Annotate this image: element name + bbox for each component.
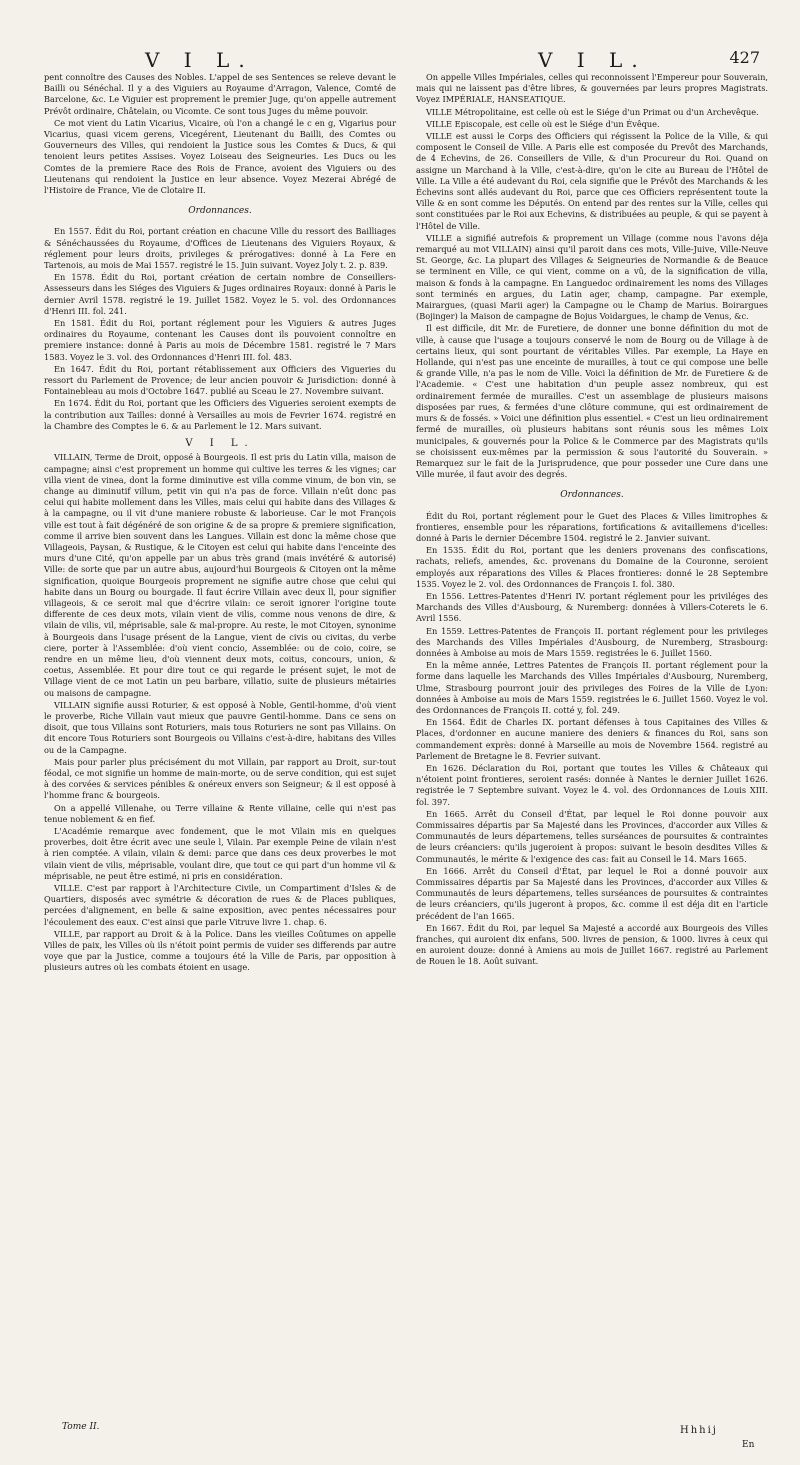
villain-entry: On a appellé Villenahe, ou Terre villaine & Rente villaine, celle qui n'est pas tenue noblement & en fief.: [44, 802, 396, 824]
ville-entry: VILLE. C'est par rapport à l'Architecture Civile, un Compartiment d'Isles & de Quartiers, disposés avec symétrie & décoration de rues & de Places publiques, percées d'alignement, en belle & saine exposition, avec pentes nécessaires pour l'écoulement des eaux. C'est ainsi que parle Vitruve livre 1. chap. 6.: [44, 883, 396, 927]
ordonnance-entry: En 1556. Lettres-Patentes d'Henri IV. portant réglement pour les priviléges des Marchands des Villes d'Ausbourg, & Nuremberg: données à Villers-Coterets le 6. Avril 1556.: [416, 590, 768, 624]
villain-entry: Mais pour parler plus précisément du mot Villain, par rapport au Droit, sur-tout féodal, ce mot signifie un homme de main-morte, ou de serve condition, qui est sujet à des corvées & services pénibles & onéreux envers son Seigneur; & il est opposé à l'homme franc & bourgeois.: [44, 756, 396, 801]
running-head-right: V I L.: [538, 48, 647, 72]
ordonnance-entry: En 1557. Édit du Roi, portant création en chacune Ville du ressort des Bailliages & Sénéchaussées du Royaume, d'Offices de Lieutenans des Viguiers Royaux, & réglement pour leurs droits, privileges & prérogatives: donné à La Fere en Tartenois, au mois de Mai 1557. registré le 15. Juin suivant. Voyez Joly t. 2. p. 839.: [44, 226, 396, 271]
paragraph: Il est difficile, dit Mr. de Furetiere, de donner une bonne définition du mot de ville, à cause que l'usage a toujours conservé le nom de Bourg ou de Village à de certains lieux, qui sont pourtant de véritables Villes. Par exemple, La Haye en Hollande, qui n'est pas une enceinte de murailles, à tout ce qui compose une belle & grande Ville, n'a pas le nom de Ville. Voici la définition de Mr. de Furetiere & de l'Academie. « C'est une habitation d'un peuple assez nombreux, qui est ordinairement fermée de murailles. C'est un assemblage de plusieurs maisons disposées par rues, & fermées d'une clôture commune, qui est ordinairement de murs & de fossés. » Voici une définition plus essentiel. « C'est un lieu ordinairement fermé de murailles, où plusieurs habitans sont réunis sous les mêmes Loix municipales, & gouvernés pour la Police & le Commerce par des Magistrats qu'ils se choisissent eux-mêmes par la permission & sous l'autorité du Souverain. » Remarquez sur le fait de la Jurisprudence, que pour posseder une Cure dans une Ville murée, il faut avoir des degrés.: [416, 323, 768, 480]
section-title-ordonnances: Ordonnances.: [188, 206, 252, 217]
paragraph: VILLE a signifié autrefois & proprement un Village (comme nous l'avons déja remarqué au mot VILLAIN) ainsi qu'il paroit dans ces mots, Ville-Juive, Ville-Neuve St. George, &c. La plupart des Villages & Seigneuries de Normandie & de Beauce se terminent en Ville, ce qui vient, comme on a vû, de la signification de villa, maison & fonds à la campagne. En Languedoc ordinairement les noms des Villages sont terminés en argues, du Latin ager, champ, campagne. Par exemple, Mairargues, (quasi Marii ager) la Campagne ou le Champ de Marius. Boirargues (Bojinger) la Maison de campagne de Bojus Voidargues, le champ de Venus, &c.: [416, 232, 768, 322]
ordonnance-entry: En 1535. Édit du Roi, portant que les deniers provenans des confiscations, rachats, reliefs, amendes, &c. provenans du Domaine de la Couronne, seroient employés aux réparations des Villes & Places frontieres: donné le 28 Septembre 1535. Voyez le 2. vol. des Ordonnances de François I. fol. 380.: [416, 545, 768, 589]
ordonnance-entry: En 1578. Édit du Roi, portant création de certain nombre de Conseillers-Assesseurs dans les Siéges des Viguiers & Juges ordinaires Royaux: donné à Paris le dernier Avril 1578. registré le 19. Juillet 1582. Voyez le 5. vol. des Ordonnances d'Henri III. fol. 241.: [44, 272, 396, 316]
right-column: [416, 72, 768, 969]
section-title-ordonnances: Ordonnances.: [560, 490, 624, 501]
left-column: [44, 72, 396, 975]
paragraph: VILLE est aussi le Corps des Officiers qui régissent la Police de la Ville, & qui composent le Conseil de Ville. A Paris elle est composée du Prevôt des Marchands, de 4 Echevins, de 26. Conseillers de Ville, & d'un Procureur du Roi. Quand on assigne un Marchand à la Ville, c'est-à-dire, qu'on le cite au Bureau de l'Hôtel de Ville. La Ville a été audevant du Roi, cela signifie que le Prévôt des Marchands & les Échevins sont allés audevant du Roi, parce que ces Officiers représentent toute la Ville & en sont comme les Députés. On entend par des rentes sur la Ville, celles qui sont constituées par le Roi aux Echevins, & distribuées au peuple, & qui se payent à l'Hôtel de Ville.: [416, 131, 768, 231]
ordonnance-entry: Édit du Roi, portant réglement pour le Guet des Places & Villes limitrophes & frontieres, ensemble pour les réparations, fortifications & avitaillemens d'icelles: donné à Paris le dernier Décembre 1504. registré le 2. Janvier suivant.: [416, 510, 768, 543]
villain-entry: L'Académie remarque avec fondement, que le mot Vilain mis en quelques proverbes, doit être écrit avec une seule l, Vilain. Par exemple Peine de vilain n'est à rien comptée. A vilain, vilain & demi: parce que dans ces deux proverbes le mot vilain vient de vilis, méprisable, voulant dire, que tout ce qui part d'un homme vil & méprisable, ne peut être estimé, ni pris en considération.: [44, 826, 396, 881]
running-head-left: V I L.: [145, 48, 254, 72]
page-number: 427: [729, 48, 760, 67]
ordonnance-entry: En 1647. Édit du Roi, portant rétablissement aux Officiers des Vigueries du ressort du Parlement de Provence; de leur ancien pouvoir & Jurisdiction: donné à Fontainebleau au mois d'Octobre 1647. publié au Sceau le 27. Novembre suivant.: [44, 363, 396, 397]
paragraph: On appelle Villes Impériales, celles qui reconnoissent l'Empereur pour Souverain, mais qui ne laissent pas d'être libres, & gouvernées par leurs propres Magistrats. Voyez IMPÉRIALE, HANSEATIQUE.: [416, 72, 768, 105]
ordonnance-entry: En 1674. Édit du Roi, portant que les Officiers des Vigueries seroient exempts de la contribution aux Tailles: donné à Versailles au mois de Fevrier 1674. registré en la Chambre des Comptes le 6. & au Parlement le 12. Mars suivant.: [44, 398, 396, 431]
signature-mark: Hhhij: [680, 1425, 718, 1436]
catchword: En: [742, 1440, 755, 1450]
paragraph: VILLE Métropolitaine, est celle où est le Siége d'un Primat ou d'un Archevêque.: [426, 106, 759, 117]
ordonnance-entry: En 1667. Édit du Roi, par lequel Sa Majesté a accordé aux Bourgeois des Villes franches, qui auroient dix enfans, 500. livres de pension, & 1000. livres à ceux qui en auroient douze: donné à Amiens au mois de Juillet 1667. registré au Parlement de Rouen le 18. Août suivant.: [416, 922, 768, 967]
entry-heading-vil: V I L.: [185, 438, 255, 450]
ville-entry: VILLE, par rapport au Droit & à la Police. Dans les vieilles Coûtumes on appelle Villes de paix, les Villes où ils n'étoit point permis de vuider ses differends par autre voye que par la Justice, comme a toujours été la Ville de Paris, par opposition à plusieurs autres où les combats étoient en usage.: [44, 928, 396, 973]
paragraph: Ce mot vient du Latin Vicarius, Vicaire, où l'on a changé le c en g, Vigarius pour Vicarius, quasi vicem gerens, Vicegérent, Lieutenant du Bailli, des Comtes ou Gouverneurs des Villes, qui rendoient la Justice sous les Comtes & Ducs, & qui tenoient leurs petites Assises. Voyez Loiseau des Seigneuries. Les Ducs ou les Comtes de la premiere Race des Rois de France, avoient des Viguiers ou des Lieutenans qui rendoient la Justice en leur absence. Voyez Mezerai Abrégé de l'Histoire de France, Vie de Clotaire II.: [44, 117, 396, 196]
ordonnance-entry: En 1626. Déclaration du Roi, portant que toutes les Villes & Châteaux qui n'étoient point frontieres, seroient rasés: donnée à Nantes le dernier Juillet 1626. registrée le 7 Septembre suivant. Voyez le 4. vol. des Ordonnances de Louis XIII. fol. 397.: [416, 762, 768, 807]
ordonnance-entry: En 1581. Édit du Roi, portant réglement pour les Viguiers & autres Juges ordinaires du Royaume, contenant les Causes dont ils pouvoient connoître en premiere instance: donné à Paris au mois de Décembre 1581. registré le 7 Mars 1583. Voyez le 3. vol. des Ordonnances d'Henri III. fol. 483.: [44, 318, 396, 362]
paragraph: VILLE Episcopale, est celle où est le Siége d'un Évêque.: [426, 118, 660, 129]
ordonnance-entry: En 1564. Édit de Charles IX. portant défenses à tous Capitaines des Villes & Places, d'ordonner en aucune maniere des deniers & finances du Roi, sans son commandement exprès: donné à Marseille au mois de Novembre 1564. registré au Parlement de Bretagne le 8. Fevrier suivant.: [416, 717, 768, 761]
villain-entry: VILLAIN signifie aussi Roturier, & est opposé à Noble, Gentil-homme, d'où vient le proverbe, Riche Villain vaut mieux que pauvre Gentil-homme. Dans ce sens on disoit, que tous Villains sont Roturiers, mais tous Roturiers ne sont pas Villains. On dit encore Tous Roturiers sont Bourgeois ou Villains c'est-à-dire, habitans des Villes ou de la Campagne.: [44, 699, 396, 755]
ordonnance-entry: En 1666. Arrêt du Conseil d'État, par lequel le Roi a donné pouvoir aux Commissaires départis par Sa Majesté dans les Provinces, d'accorder aux Villes & Communautés de leurs départemens, telles surséances de poursuites & contraintes de leurs créanciers, qu'ils jugeront à propos, &c. comme il est déja dit en l'article précédent de l'an 1665.: [416, 865, 768, 921]
ordonnance-entry: En 1665. Arrêt du Conseil d'État, par lequel le Roi donne pouvoir aux Commissaires départis par Sa Majesté dans les Provinces, d'accorder aux Villes & Communautés de leurs départemens, telles surséances de poursuites & contraintes de leurs créanciers: qu'ils jugeroient à propos: suivant le besoin desdites Villes & Communautés, le mérite & l'exigence des cas: fait au Conseil le 14. Mars 1665.: [416, 808, 768, 864]
volume-footer: Tome II.: [62, 1422, 100, 1432]
ordonnance-entry: En la même année, Lettres Patentes de François II. portant réglement pour la forme dans laquelle les Marchands des Villes Impériales d'Ausbourg, Nuremberg, Ulme, Strasbourg pourront jouir des privileges des Foires de la Ville de Lyon: données à Amboise au mois de Mars 1559. registrées le 6. Juillet 1560. Voyez le vol. des Ordonnances de François II. cotté y, fol. 249.: [416, 660, 768, 715]
paragraph: pent connoître des Causes des Nobles. L'appel de ses Sentences se releve devant le Bailli ou Sénéchal. Il y a des Viguiers au Royaume d'Arragon, Valence, Comté de Barcelone, &c. Le Viguier est proprement le premier Juge, qu'on appelle autrement Prévôt ordinaire, Châtelain, ou Vicomte. Ce sont tous Juges du même pouvoir.: [44, 72, 396, 116]
villain-entry: VILLAIN, Terme de Droit, opposé à Bourgeois. Il est pris du Latin villa, maison de campagne; ainsi c'est proprement un homme qui cultive les terres & les vignes; car villa vient de vinea, dont la forme diminutive est villa comme vinum, de bon vin, se change au diminutif villum, petit vin qui n'a pas de force. Villain n'eût donc pas celui qui habite mollement dans les Villes, mais celui qui habite dans des Villages & à la campagne, ou il vit d'une maniere robuste & laborieuse. Car le mot François ville est tout à fait dégénéré de son origine & de sa propre & premiere signification, comme il arrive bien souvent dans les Langues. Villain est donc la même chose que Villageois, Paysan, & Rustique, & le Citoyen est celui qui habite dans l'enceinte des murs d'une Cité, qu'on appelle par un abus très grand (mais invétéré & autorisé) Ville: de sorte que par un autre abus, aujourd'hui Bourgeois & Citoyen ont la même signification, quoique Bourgeois proprement ne signifie autre chose que celui qui habite dans un Bourg ou bourgade. Il faut écrire Villain avec deux ll, pour signifier villageois, & ce seroit mal que d'écrire vilain: ce seroit ignorer l'origine toute differente de ces deux mots, vilain vient de vilis, comme nous venons de dire, & vilain de vilis, vil, méprisable, sale & mal-propre. Au reste, le mot Citoyen, synonime à Bourgeois dans l'usage présent de la Langue, vient de civis ou civitas, du verbe ciere, porter à l'Assemblée: d'où vient concio, Assemblée: ou de coio, coire, se rendre en un même lieu, d'où viennent deux mots, coitus, concours, union, & coetus, Assemblée. Et pour dire tout ce qui regarde le présent sujet, le mot de Village vient de ce mot Latin un peu barbare, villatio, suite de plusieurs métairies ou maisons de campagne.: [44, 452, 396, 698]
ordonnance-entry: En 1559. Lettres-Patentes de François II. portant réglement pour les privileges des Marchands des Villes Impériales d'Ausbourg, de Nuremberg, Strasbourg: données à Amboise au mois de Mars 1559. registrées le 6. Juillet 1560.: [416, 625, 768, 658]
